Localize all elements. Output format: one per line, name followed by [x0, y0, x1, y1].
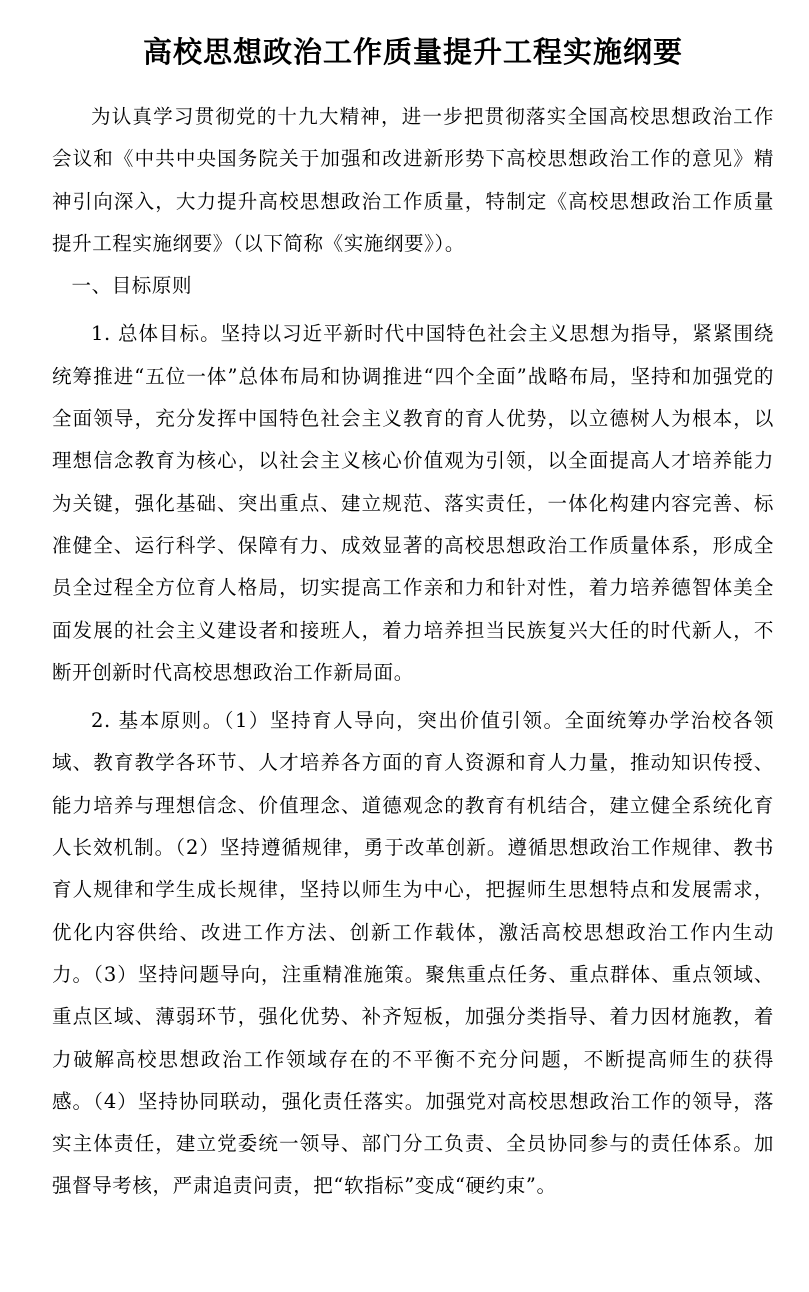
paragraph-overall-goal: 1. 总体目标。坚持以习近平新时代中国特色社会主义思想为指导，紧紧围绕统筹推进“五位一体”总体布局和协调推进“四个全面”战略布局，坚持和加强党的全面领导，充分发挥中国特色社会主义教育的育人优势，以立德树人为根本，以理想信念教育为核心，以社会主义核心价值观为引领，以全面提高人才培养能力为关键，强化基础、突出重点、建立规范、落实责任，一体化构建内容完善、标准健全、运行科学、保障有力、成效显著的高校思想政治工作质量体系，形成全员全过程全方位育人格局，切实提高工作亲和力和针对性，着力培养德智体美全面发展的社会主义建设者和接班人，着力培养担当民族复兴大任的时代新人，不断开创新时代高校思想政治工作新局面。	[52, 322, 774, 684]
section-heading-goals-principles: 一、目标原则	[71, 274, 193, 298]
paragraph-basic-principles: 2. 基本原则。（1）坚持育人导向，突出价值引领。全面统筹办学治校各领域、教育教学各环节、人才培养各方面的育人资源和育人力量，推动知识传授、能力培养与理想信念、价值理念、道德观念的教育有机结合，建立健全系统化育人长效机制。（2）坚持遵循规律，勇于改革创新。遵循思想政治工作规律、教书育人规律和学生成长规律，坚持以师生为中心，把握师生思想特点和发展需求，优化内容供给、改进工作方法、创新工作载体，激活高校思想政治工作内生动力。（3）坚持问题导向，注重精准施策。聚焦重点任务、重点群体、重点领域、重点区域、薄弱环节，强化优势、补齐短板，加强分类指导、着力因材施教，着力破解高校思想政治工作领域存在的不平衡不充分问题，不断提高师生的获得感。（4）坚持协同联动，强化责任落实。加强党对高校思想政治工作的领导，落实主体责任，建立党委统一领导、部门分工负责、全员协同参与的责任体系。加强督导考核，严肃追责问责，把“软指标”变成“硬约束”。	[52, 709, 774, 1198]
intro-paragraph: 为认真学习贯彻党的十九大精神，进一步把贯彻落实全国高校思想政治工作会议和《中共中央国务院关于加强和改进新形势下高校思想政治工作的意见》精神引向深入，大力提升高校思想政治工作质量，特制定《高校思想政治工作质量提升工程实施纲要》（以下简称《实施纲要》）。	[52, 105, 774, 255]
document-title: 高校思想政治工作质量提升工程实施纲要	[142, 35, 683, 69]
